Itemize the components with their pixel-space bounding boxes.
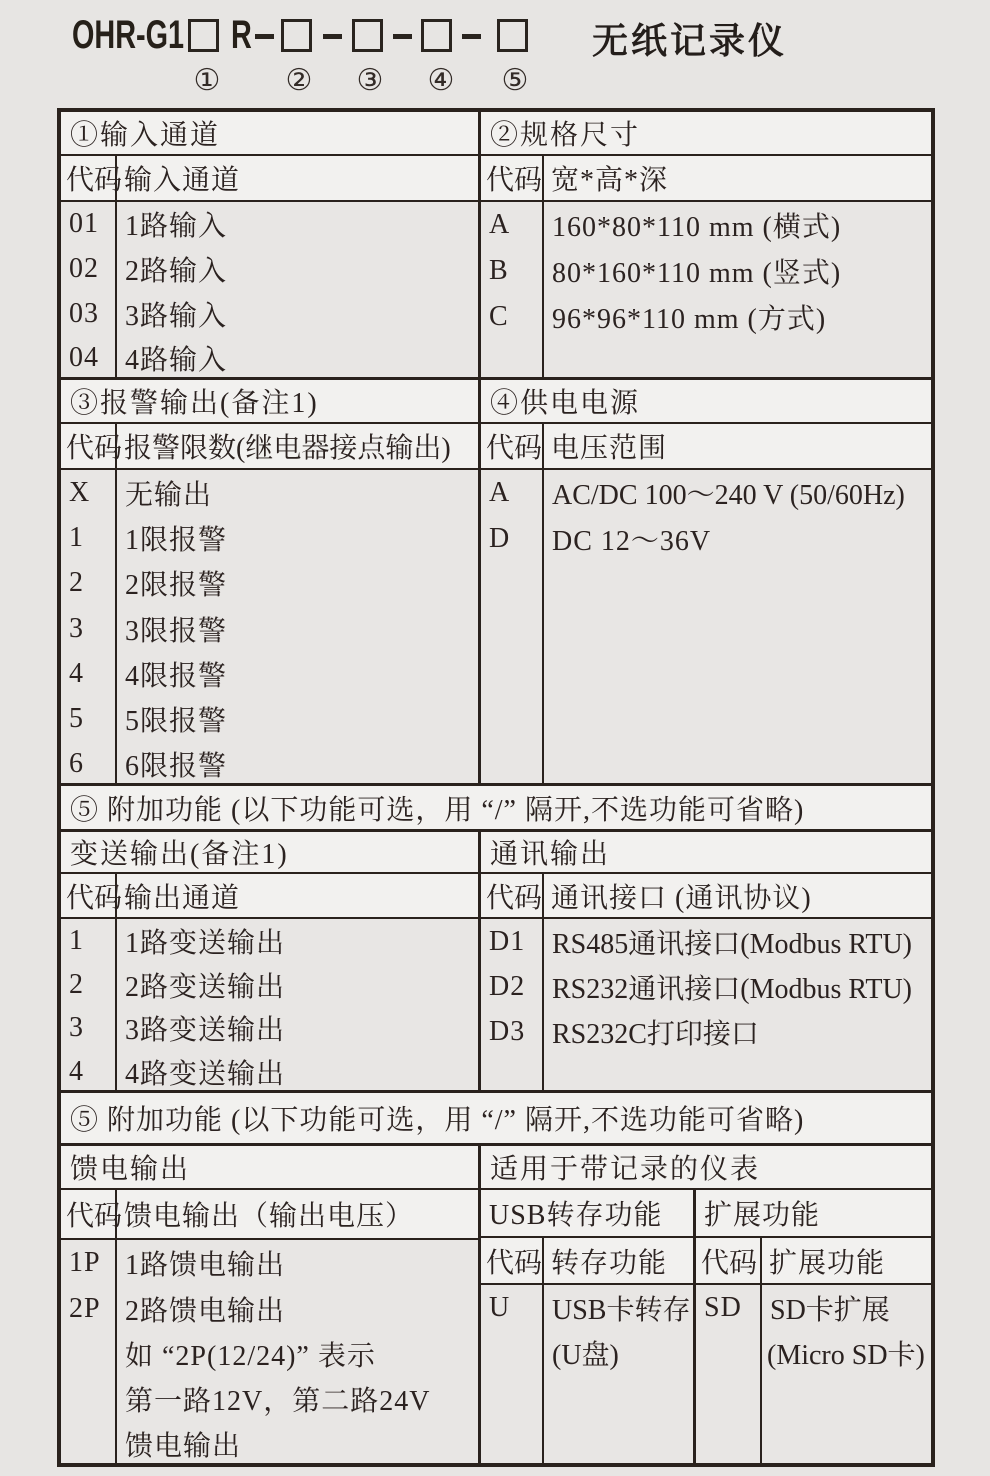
code-column-label: 代码	[481, 156, 544, 200]
dash-separator	[393, 34, 412, 39]
row-desc: 4限报警	[125, 660, 228, 692]
row-desc: 2路输入	[125, 256, 228, 288]
row-code: D1	[489, 925, 526, 957]
subtable-usb	[481, 1190, 696, 1466]
record-subtables	[481, 1190, 931, 1466]
section-transmit-column-header	[61, 874, 478, 919]
row-code: 2P	[69, 1292, 101, 1324]
section-alarm-column-header	[61, 424, 478, 470]
desc-column-label: 电压范围	[551, 433, 668, 464]
row-code: A	[489, 477, 511, 508]
section-input-data	[61, 202, 478, 377]
row-code: 02	[69, 253, 99, 285]
row-desc: 1限报警	[125, 524, 228, 556]
row-desc: 80*160*110 mm (竖式)	[552, 258, 842, 289]
section-record	[481, 1146, 931, 1466]
row-code: D	[489, 523, 511, 554]
section-feed	[61, 1146, 481, 1466]
dash-separator	[323, 34, 342, 39]
feed-note-line: 第一路12V，第二路24V	[125, 1385, 431, 1417]
section-feed-column-header	[61, 1190, 478, 1240]
row-desc: 4路变送输出	[125, 1058, 286, 1090]
row-desc: RS232通讯接口(Modbus RTU)	[552, 973, 913, 1005]
model-box-1	[188, 19, 219, 52]
row-code: 6	[69, 748, 84, 780]
section-comm-header: 通讯输出	[481, 832, 931, 874]
row-code: 5	[69, 703, 84, 735]
section-power-column-header	[481, 424, 931, 470]
section-alarm	[61, 380, 481, 783]
position-mark-3: ③	[356, 64, 384, 97]
code-column-label: 代码	[61, 1190, 117, 1238]
feed-note-line: 如 “2P(12/24)” 表示	[125, 1340, 376, 1372]
row-desc: AC/DC 100～240 V (50/60Hz)	[552, 480, 905, 511]
row-desc: DC 12～36V	[552, 526, 712, 557]
section-power	[481, 380, 931, 783]
desc-column-label: 宽*高*深	[551, 165, 669, 196]
row-code: 04	[69, 342, 99, 374]
desc-column-label: 输入通道	[124, 165, 241, 196]
desc-column-label: 扩展功能	[769, 1247, 886, 1279]
section-record-header: 适用于带记录的仪表	[481, 1146, 931, 1190]
usb-subheader: USB转存功能	[481, 1190, 693, 1238]
row-code: C	[489, 301, 509, 332]
section-feed-data	[61, 1240, 478, 1466]
row-desc: 1路变送输出	[125, 927, 286, 959]
row-desc: 1路馈电输出	[125, 1250, 286, 1281]
band-input-size	[61, 112, 931, 380]
row-code: 1	[69, 924, 84, 956]
row-code: 4	[69, 1055, 84, 1087]
row-code: D3	[489, 1015, 526, 1047]
model-prefix: OHR-G1	[72, 13, 185, 57]
band-transmit-comm	[61, 832, 931, 1093]
row-desc: 3路输入	[125, 300, 228, 332]
band-extra-header-1	[61, 786, 931, 832]
row-code: 4	[69, 657, 84, 689]
section-alarm-header: ③报警输出(备注1)	[61, 380, 478, 424]
desc-column-label: 输出通道	[124, 882, 241, 914]
row-desc: 2路馈电输出	[125, 1295, 286, 1327]
model-box-5	[497, 19, 528, 52]
section-comm	[481, 832, 931, 1090]
code-column-label: 代码	[481, 874, 544, 917]
row-desc-line: SD卡扩展	[770, 1294, 890, 1326]
band-extra-header-2	[61, 1093, 931, 1146]
row-code: A	[489, 209, 511, 240]
row-desc: 2限报警	[125, 570, 228, 602]
row-code: 2	[69, 567, 84, 599]
section-size-header: ②规格尺寸	[481, 112, 931, 156]
sd-subheader: 扩展功能	[696, 1190, 931, 1238]
section-feed-header: 馈电输出	[61, 1146, 478, 1190]
desc-column-label: 馈电输出（输出电压）	[124, 1201, 415, 1232]
row-code: X	[69, 476, 91, 508]
row-desc: 3限报警	[125, 615, 228, 647]
extra-functions-header: ⑤ 附加功能 (以下功能可选，用 “/” 隔开,不选功能可省略)	[61, 1093, 931, 1143]
section-input	[61, 112, 481, 377]
desc-column-label: 报警限数(继电器接点输出)	[124, 433, 451, 464]
position-mark-4: ④	[427, 64, 455, 97]
dash-separator	[462, 34, 481, 39]
code-column-label: 代码	[61, 874, 117, 917]
row-code: 2	[69, 968, 84, 1000]
row-code: 03	[69, 297, 99, 329]
model-box-2	[281, 19, 312, 52]
section-size	[481, 112, 931, 377]
section-transmit-header: 变送输出(备注1)	[61, 832, 478, 874]
row-desc: 3路变送输出	[125, 1015, 286, 1047]
row-desc: 4路输入	[125, 345, 228, 377]
row-code: 1	[69, 521, 84, 553]
dash-separator	[255, 34, 274, 39]
model-box-3	[352, 19, 383, 52]
code-column-label: 代码	[61, 156, 117, 200]
model-box-4	[421, 19, 452, 52]
section-alarm-data	[61, 470, 478, 783]
row-code: SD	[704, 1291, 742, 1323]
row-desc: 5限报警	[125, 706, 228, 738]
sd-column-header	[696, 1238, 931, 1285]
row-desc: 无输出	[125, 479, 213, 511]
model-selection-table	[57, 108, 935, 1467]
sd-data	[696, 1285, 931, 1466]
row-desc: 6限报警	[125, 751, 228, 783]
desc-column-label: 通讯接口 (通讯协议)	[551, 882, 812, 914]
section-input-header: ①输入通道	[61, 112, 478, 156]
position-mark-1: ①	[193, 64, 221, 97]
row-desc: 96*96*110 mm (方式)	[552, 304, 827, 335]
usb-data	[481, 1285, 693, 1466]
row-desc-line: USB卡转存	[552, 1294, 691, 1326]
section-size-column-header	[481, 156, 931, 202]
code-column-label: 代码	[696, 1238, 762, 1283]
row-desc: 1路输入	[125, 211, 228, 243]
model-code-title	[0, 0, 990, 108]
row-code: 3	[69, 612, 84, 644]
section-comm-data	[481, 919, 931, 1090]
row-code: U	[489, 1291, 511, 1323]
desc-column-label: 转存功能	[551, 1247, 668, 1279]
section-size-data	[481, 202, 931, 377]
row-code: 01	[69, 208, 99, 240]
row-desc-line: (U盘)	[552, 1339, 619, 1371]
section-power-header: ④供电电源	[481, 380, 931, 424]
section-comm-column-header	[481, 874, 931, 919]
code-column-label: 代码	[61, 424, 117, 468]
extra-functions-header: ⑤ 附加功能 (以下功能可选，用 “/” 隔开,不选功能可省略)	[61, 786, 931, 829]
model-r-label: R	[231, 13, 252, 57]
position-mark-5: ⑤	[501, 64, 529, 97]
code-column-label: 代码	[481, 424, 544, 468]
usb-column-header	[481, 1238, 693, 1285]
code-column-label: 代码	[481, 1238, 544, 1283]
row-desc: RS485通讯接口(Modbus RTU)	[552, 928, 913, 960]
row-desc: RS232C打印接口	[552, 1018, 759, 1050]
row-code: B	[489, 255, 509, 286]
product-name: 无纸记录仪	[592, 21, 788, 61]
row-code: 3	[69, 1012, 84, 1044]
band-feed-record	[61, 1146, 931, 1466]
section-input-column-header	[61, 156, 478, 202]
section-transmit	[61, 832, 481, 1090]
position-mark-2: ②	[285, 64, 313, 97]
band-alarm-power	[61, 380, 931, 786]
section-transmit-data	[61, 919, 478, 1090]
feed-note-line: 馈电输出	[125, 1430, 242, 1462]
row-desc: 2路变送输出	[125, 971, 286, 1003]
row-code: 1P	[69, 1247, 101, 1278]
row-code: D2	[489, 970, 526, 1002]
section-power-data	[481, 470, 931, 783]
row-desc-line: (Micro SD卡)	[767, 1339, 925, 1371]
row-desc: 160*80*110 mm (横式)	[552, 212, 842, 243]
subtable-sd	[696, 1190, 931, 1466]
